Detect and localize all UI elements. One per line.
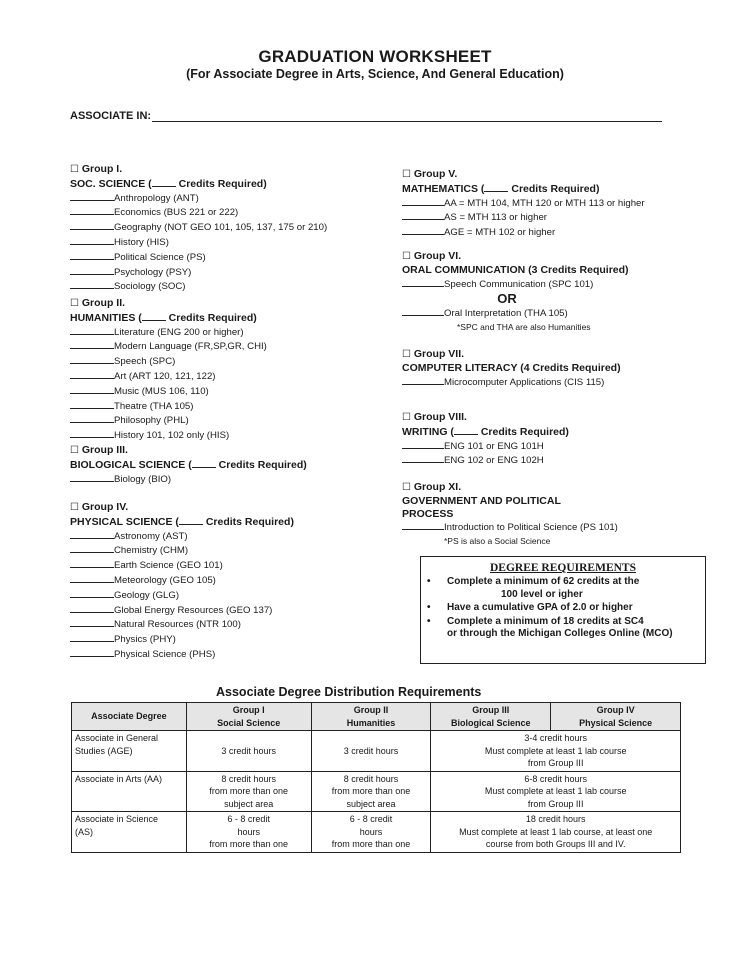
group-title: PHYSICAL SCIENCE ( [70, 515, 179, 528]
check-blank[interactable] [70, 558, 114, 568]
list-item: History 101, 102 only (HIS) [70, 428, 267, 443]
header-group-3: Group III Biological Science [431, 703, 551, 731]
list-item: Sociology (SOC) [70, 279, 327, 294]
check-blank[interactable] [402, 453, 444, 463]
credits-blank[interactable] [179, 515, 203, 525]
group-3 [70, 444, 307, 486]
list-item: Natural Resources (NTR 100) [70, 617, 294, 632]
credits-blank[interactable] [454, 425, 478, 435]
check-blank[interactable] [402, 520, 444, 530]
list-item: Geography (NOT GEO 101, 105, 137, 175 or 210) [70, 220, 327, 235]
requirement-item: • Have a cumulative GPA of 2.0 or higher [427, 602, 633, 613]
list-item: AS = MTH 113 or higher [402, 210, 645, 225]
check-blank[interactable] [70, 573, 114, 583]
check-blank[interactable] [70, 235, 114, 245]
group-label: Group V. [413, 168, 458, 180]
list-item: Modern Language (FR,SP,GR, CHI) [70, 339, 267, 354]
table-row: Associate in General Studies (AGE) 3 credit hours 3 credit hours 3-4 credit hours Must complete at least 1 lab course from Group III [72, 731, 681, 772]
distribution-table [71, 702, 681, 853]
check-blank[interactable] [70, 603, 114, 613]
list-item: Economics (BUS 221 or 222) [70, 205, 327, 220]
list-item: Political Science (PS) [70, 250, 327, 265]
list-item: Art (ART 120, 121, 122) [70, 369, 267, 384]
group-title-suffix: Credits Required) [175, 177, 267, 190]
table-header-row [72, 703, 681, 731]
group-title-suffix: Credits Required) [202, 515, 294, 528]
check-blank[interactable] [70, 647, 114, 657]
group-title-suffix: Credits Required) [477, 425, 569, 438]
table-row: Associate in Arts (AA) 8 credit hours from more than one subject area 8 credit hours from more than one subject area 6-8 credit hours Must complete at least 1 lab course from Group III [72, 771, 681, 812]
check-blank[interactable] [402, 306, 444, 316]
check-blank[interactable] [70, 384, 114, 394]
check-blank[interactable] [402, 225, 444, 235]
check-blank[interactable] [70, 354, 114, 364]
requirement-item: • Complete a minimum of 18 credits at SC4 or through the Michigan Colleges Online (MCO) [427, 615, 673, 639]
check-blank[interactable] [70, 588, 114, 598]
check-blank[interactable] [402, 375, 444, 385]
list-item: AA = MTH 104, MTH 120 or MTH 113 or higher [402, 196, 645, 211]
check-blank[interactable] [70, 191, 114, 201]
credits-blank[interactable] [152, 177, 176, 187]
group-title: BIOLOGICAL SCIENCE ( [70, 458, 192, 471]
list-item: Astronomy (AST) [70, 529, 294, 544]
group-4 [70, 501, 294, 662]
list-item: Psychology (PSY) [70, 265, 327, 280]
group-title: COMPUTER LITERACY (4 Credits Required) [402, 361, 621, 374]
group-title: ORAL COMMUNICATION (3 Credits Required) [402, 263, 629, 276]
list-item: Physics (PHY) [70, 632, 294, 647]
list-item: Theatre (THA 105) [70, 399, 267, 414]
header-degree: Associate Degree [72, 703, 187, 731]
list-item: ENG 101 or ENG 101H [402, 439, 569, 454]
list-item: Music (MUS 106, 110) [70, 384, 267, 399]
check-blank[interactable] [70, 250, 114, 260]
check-blank[interactable] [402, 439, 444, 449]
check-blank[interactable] [70, 632, 114, 642]
group-title-line2: PROCESS [402, 507, 454, 520]
checkbox-icon[interactable]: ☐ [402, 482, 411, 493]
checkbox-icon[interactable]: ☐ [402, 169, 411, 180]
list-item: Global Energy Resources (GEO 137) [70, 603, 294, 618]
checkbox-icon[interactable]: ☐ [70, 445, 79, 456]
group-title: MATHEMATICS ( [402, 182, 485, 195]
list-item: Geology (GLG) [70, 588, 294, 603]
check-blank[interactable] [70, 325, 114, 335]
list-item: ENG 102 or ENG 102H [402, 453, 569, 468]
group-title: GOVERNMENT AND POLITICAL [402, 494, 561, 507]
list-item: Anthropology (ANT) [70, 191, 327, 206]
or-separator: OR [497, 291, 517, 307]
group-note: *SPC and THA are also Humanities [457, 322, 591, 333]
bullet-icon: • [427, 576, 431, 587]
list-item: Literature (ENG 200 or higher) [70, 325, 267, 340]
checkbox-icon[interactable]: ☐ [70, 298, 79, 309]
check-blank[interactable] [70, 369, 114, 379]
group-1 [70, 163, 327, 294]
group-6 [402, 250, 629, 334]
check-blank[interactable] [402, 196, 444, 206]
list-item: Biology (BIO) [70, 472, 307, 487]
check-blank[interactable] [402, 210, 444, 220]
list-item: Physical Science (PHS) [70, 647, 294, 662]
group-title-suffix: Credits Required) [215, 458, 307, 471]
check-blank[interactable] [70, 339, 114, 349]
credits-blank[interactable] [142, 311, 166, 321]
list-item: Introduction to Political Science (PS 101) [402, 520, 618, 535]
list-item: Meteorology (GEO 105) [70, 573, 294, 588]
header-group-2: Group II Humanities [311, 703, 431, 731]
group-title: HUMANITIES ( [70, 311, 142, 324]
group-7 [402, 348, 621, 389]
associate-label: ASSOCIATE IN: [70, 110, 152, 122]
bullet-icon: • [427, 615, 431, 627]
checkbox-icon[interactable]: ☐ [70, 164, 79, 175]
group-label: Group VI. [413, 250, 462, 262]
check-blank[interactable] [70, 220, 114, 230]
list-item: Microcomputer Applications (CIS 115) [402, 375, 621, 390]
check-blank[interactable] [70, 205, 114, 215]
check-blank[interactable] [70, 279, 114, 289]
degree-requirements-box [420, 556, 706, 664]
list-item: Earth Science (GEO 101) [70, 558, 294, 573]
checkbox-icon[interactable]: ☐ [402, 251, 411, 262]
group-5 [402, 168, 645, 240]
header-group-4: Group IV Physical Science [551, 703, 681, 731]
group-label: Group III. [81, 444, 128, 456]
group-label: Group VIII. [413, 411, 467, 423]
check-blank[interactable] [70, 617, 114, 627]
table-row: Associate in Science (AS) 6 - 8 credit hours from more than one 6 - 8 credit hours from more than one 18 credit hours Must complete at least 1 lab course, at least one course from both Groups III and IV. [72, 812, 681, 853]
list-item: Speech Communication (SPC 101) [402, 277, 629, 292]
header-group-1: Group I Social Science [186, 703, 311, 731]
group-label: Group I. [81, 163, 123, 175]
checkbox-icon[interactable]: ☐ [70, 502, 79, 513]
group-title-suffix: Credits Required) [165, 311, 257, 324]
check-blank[interactable] [70, 399, 114, 409]
page-subtitle: (For Associate Degree in Arts, Science, And General Education) [186, 67, 564, 81]
group-2 [70, 297, 267, 443]
check-blank[interactable] [70, 428, 114, 438]
group-title: WRITING ( [402, 425, 454, 438]
group-title: SOC. SCIENCE ( [70, 177, 152, 190]
group-title-suffix: Credits Required) [508, 182, 600, 195]
check-blank[interactable] [402, 277, 444, 287]
check-blank[interactable] [70, 543, 114, 553]
requirement-item: • Complete a minimum of 62 credits at the 100 level or igher [427, 576, 640, 600]
check-blank[interactable] [70, 413, 114, 423]
credits-blank[interactable] [192, 458, 216, 468]
check-blank[interactable] [70, 265, 114, 275]
checkbox-icon[interactable]: ☐ [402, 349, 411, 360]
list-item: Speech (SPC) [70, 354, 267, 369]
group-label: Group VII. [413, 348, 465, 360]
associate-input-line[interactable] [152, 121, 662, 122]
distribution-title: Associate Degree Distribution Requirements [216, 685, 482, 699]
list-item: History (HIS) [70, 235, 327, 250]
group-note: *PS is also a Social Science [444, 536, 551, 547]
list-item: Philosophy (PHL) [70, 413, 267, 428]
list-item: AGE = MTH 102 or higher [402, 225, 645, 240]
group-9 [402, 481, 618, 548]
group-label: Group XI. [413, 481, 462, 493]
group-8 [402, 411, 569, 468]
check-blank[interactable] [70, 472, 114, 482]
check-blank[interactable] [70, 529, 114, 539]
degree-requirements-title: DEGREE REQUIREMENTS [489, 562, 636, 574]
list-item: Chemistry (CHM) [70, 543, 294, 558]
page-title: GRADUATION WORKSHEET [258, 47, 492, 66]
group-label: Group II. [81, 297, 126, 309]
list-item: Oral Interpretation (THA 105) [402, 306, 629, 321]
group-label: Group IV. [81, 501, 129, 513]
bullet-icon: • [427, 602, 431, 613]
credits-blank[interactable] [484, 182, 508, 192]
checkbox-icon[interactable]: ☐ [402, 412, 411, 423]
